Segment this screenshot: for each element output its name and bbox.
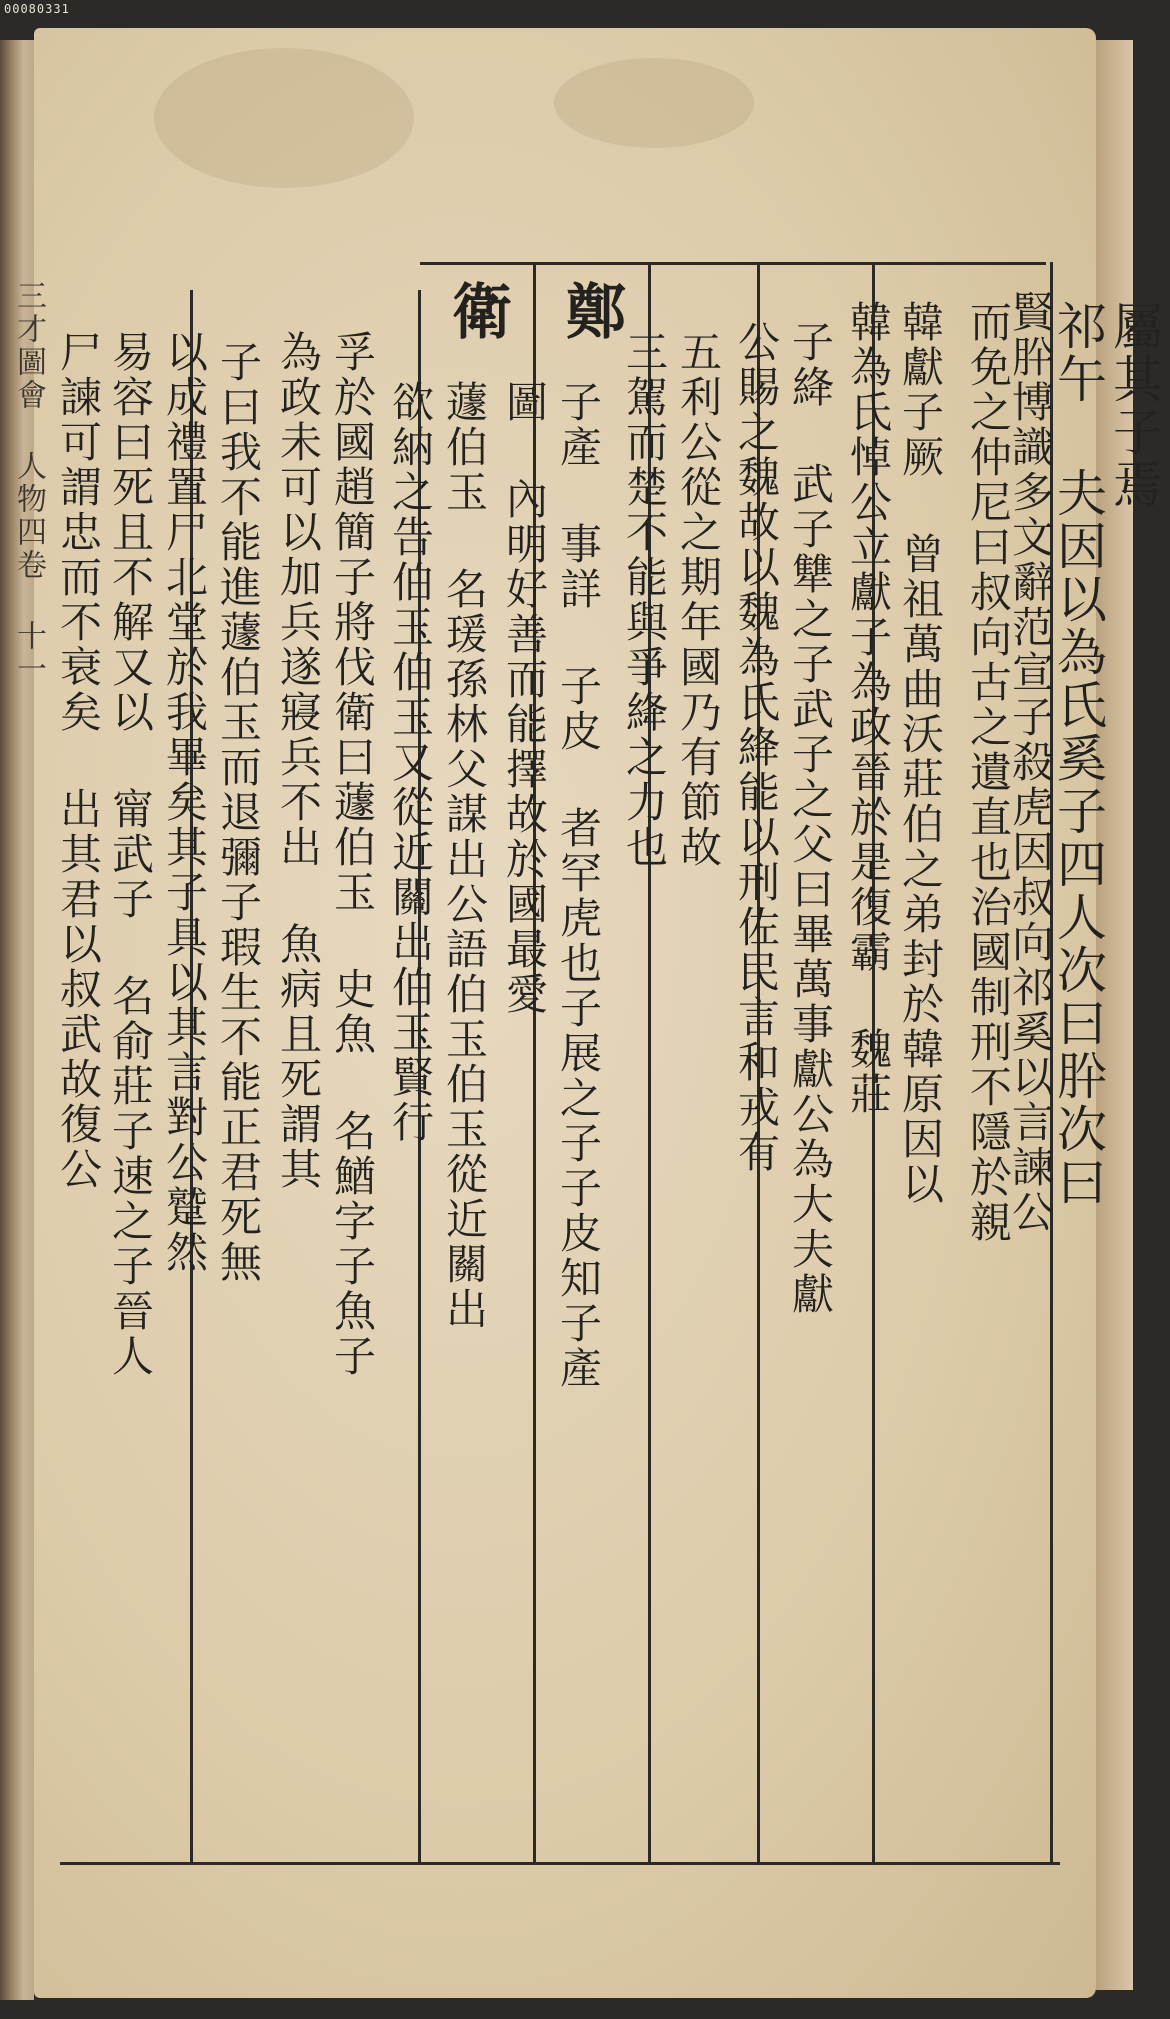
- text-column-20: 尸諫可謂忠而不衰矣 出其君以叔武故復公: [54, 330, 103, 1192]
- text-column-4: 而免之仲尼曰叔向古之遺直也治國制刑不隱於親: [964, 300, 1013, 1245]
- text-column-3: 賢肸博識多文辭范宣子殺虎因叔向祁奚以言諫公: [1006, 290, 1055, 1235]
- text-column-13: 蘧伯玉 名瑗孫林父謀出公語伯玉伯玉從近關出: [440, 380, 489, 1332]
- text-column-16: 為政未可以加兵遂寢兵不出 魚病且死謂其: [274, 330, 323, 1192]
- text-column-12: 圖 內明好善而能擇故於國最愛: [500, 380, 549, 1017]
- text-column-18: 以成禮置尸北堂於我畢矣其子具以其言對公蹵然: [160, 330, 209, 1275]
- text-column-7: 子絳 武子犨之子武子之父曰畢萬事獻公為大夫獻: [786, 320, 835, 1317]
- text-column-2: 祁午 夫因以為氏奚子四人次曰肸次曰: [1049, 300, 1107, 1209]
- frame-bottom-rule: [60, 1862, 1060, 1865]
- text-column-17: 子曰我不能進蘧伯玉而退彌子瑕生不能正君死無: [214, 340, 263, 1285]
- margin-text: 三才圖會 人物四卷 十一: [11, 280, 46, 686]
- text-column-10: 三駕而楚不能與爭絳之力也: [620, 330, 669, 870]
- paper-stain: [554, 58, 754, 148]
- text-column-15: 孚於國趙簡子將伐衛曰蘧伯玉 史魚 名鰌字子魚子: [328, 330, 377, 1379]
- scan-id: 00080331: [4, 2, 70, 16]
- text-column-9: 五利公從之期年國乃有節故: [674, 330, 723, 870]
- state-heading-zheng: 鄭: [556, 280, 626, 340]
- paper-stain: [154, 48, 414, 188]
- text-column-8: 公賜之魏故以魏為氏絳能以刑佐民言和戎有: [732, 320, 781, 1175]
- text-column-1: 屬其子焉: [1105, 300, 1163, 512]
- text-column-5: 韓獻子厥 曾祖萬曲沃莊伯之弟封於韓原因以: [896, 300, 945, 1207]
- frame-top-rule: [420, 262, 1046, 265]
- text-column-19: 易容曰死且不解又以 甯武子 名俞莊子速之子晉人: [106, 330, 155, 1379]
- text-column-6: 韓為氏悼公立獻子為政晉於是復霸 魏莊: [844, 300, 893, 1117]
- text-column-11: 子產 事詳 子皮 者罕虎也子展之子子皮知子產: [554, 380, 603, 1391]
- text-column-14: 欲納之告伯玉伯玉又從近關出伯玉賢行: [386, 380, 435, 1145]
- state-heading-wei: 衛: [442, 280, 512, 340]
